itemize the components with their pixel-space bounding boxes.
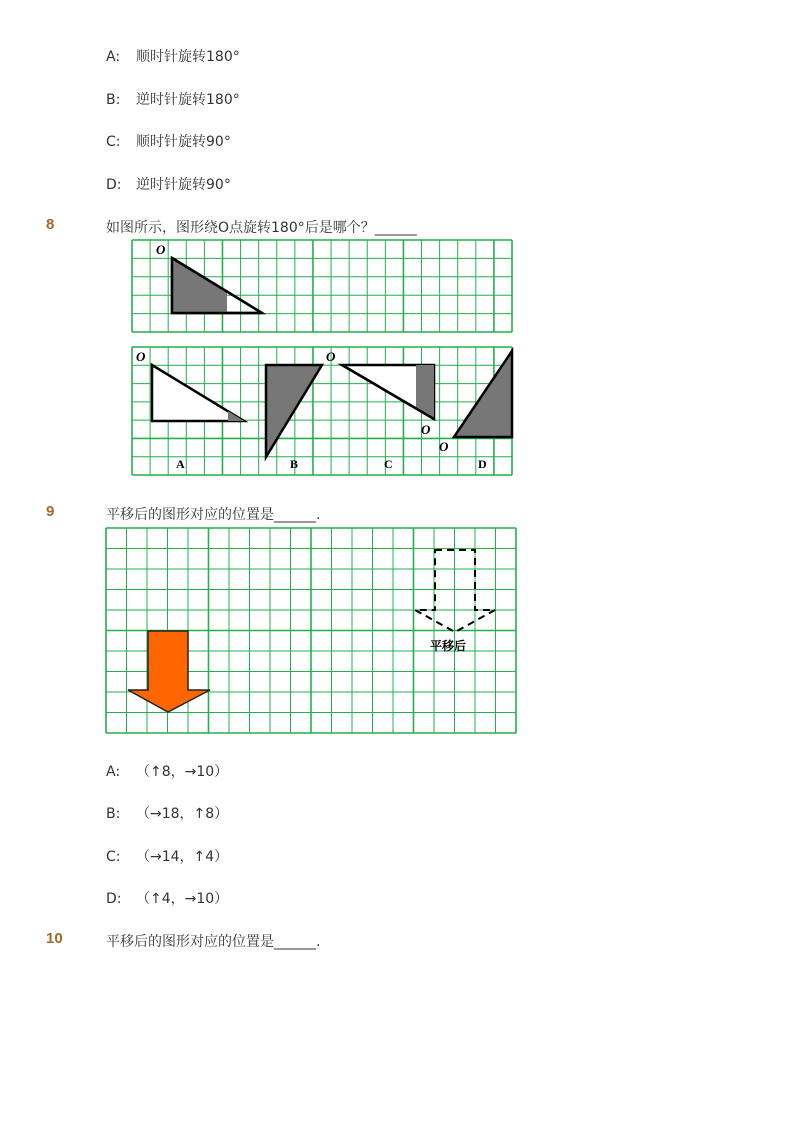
q7-option-b[interactable] (106, 89, 240, 109)
choice-d-triangle (454, 351, 512, 437)
point-o-label: O (421, 422, 431, 437)
point-o-label: O (439, 439, 449, 454)
choice-c-label: C (384, 457, 393, 471)
question-number: 8 (46, 216, 55, 233)
option-text: （→14，↑4） (136, 849, 229, 865)
option-key: D: (106, 177, 122, 193)
question-text: 如图所示，图形绕O点旋转180°后是哪个？______ (106, 220, 417, 236)
option-key: C: (106, 849, 121, 865)
option-key: B: (106, 806, 121, 822)
option-text: 顺时针旋转90° (136, 134, 231, 150)
point-o-label: O (326, 349, 336, 364)
option-text: （↑4，→10） (136, 891, 229, 907)
q7-option-a[interactable] (106, 46, 240, 66)
option-key: B: (106, 92, 121, 108)
question-text: 平移后的图形对应的位置是______. (106, 507, 321, 523)
choice-d-label: D (478, 457, 487, 471)
q9-figure (106, 528, 516, 733)
option-text: 逆时针旋转90° (136, 177, 231, 193)
point-o-label: O (136, 349, 146, 364)
option-key: A: (106, 764, 121, 780)
question-number: 10 (46, 930, 63, 947)
option-key: C: (106, 134, 121, 150)
choice-b-label: B (290, 457, 299, 471)
question-text: 平移后的图形对应的位置是______. (106, 934, 321, 950)
q9-option-a[interactable] (106, 761, 228, 781)
question-number: 9 (46, 503, 55, 520)
q7-option-d[interactable] (106, 174, 231, 194)
q9-option-d[interactable] (106, 888, 228, 908)
q8-original-figure (132, 240, 512, 332)
option-text: 顺时针旋转180° (136, 49, 240, 65)
choice-a-label: A (176, 457, 185, 471)
option-key: D: (106, 891, 122, 907)
translated-caption: 平移后 (430, 639, 467, 653)
option-text: 逆时针旋转180° (136, 92, 240, 108)
option-key: A: (106, 49, 121, 65)
q7-option-c[interactable] (106, 131, 231, 151)
q9-option-c[interactable] (106, 846, 228, 866)
point-o-label: O (156, 242, 166, 257)
q9-option-b[interactable] (106, 803, 228, 823)
option-text: （↑8，→10） (136, 764, 229, 780)
q8-choices-figure (132, 347, 512, 475)
option-text: （→18，↑8） (136, 806, 229, 822)
